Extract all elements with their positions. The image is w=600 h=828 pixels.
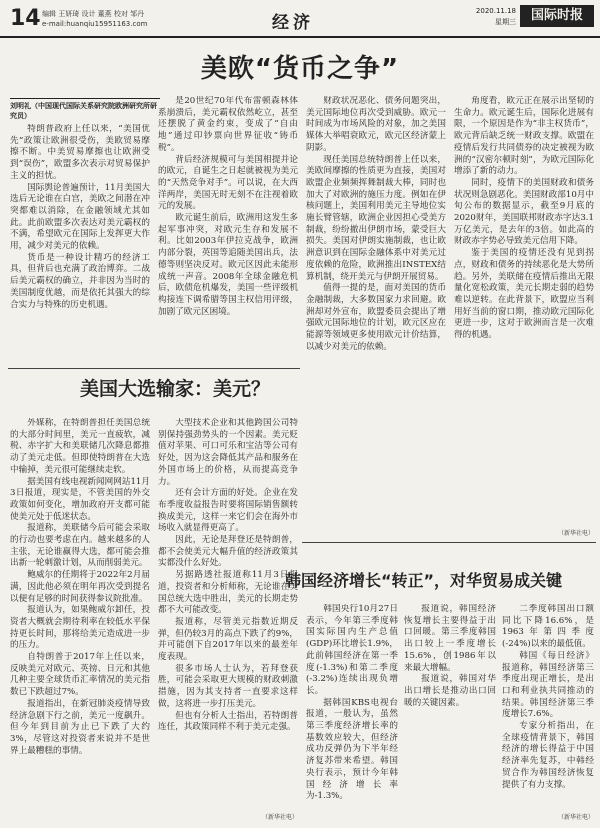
article3-column-3 <box>502 604 594 808</box>
paragraph: 报道称，美联储今后可能会采取的行动也要考虑在内。越来越多的人主张，无论谁赢得大选，都可能会推出新一轮刺激计划，从而削弱美元。 <box>10 523 150 569</box>
page-number: 14 <box>10 6 41 31</box>
article2-column-1 <box>10 418 150 820</box>
article1-headline: 美欧“货币之争” <box>200 54 400 84</box>
paragraph: 自特朗普于2017年上任以来，反映美元对欧元、英镑、日元和其他几种主要全球货币汇率情况的美元指数已下跌超过7%。 <box>10 652 150 698</box>
date-info <box>460 6 516 28</box>
newspaper-logo: 国际时报 <box>520 5 594 27</box>
paragraph: 报道称，尽管美元指数近期反弹，但仍较3月的高点下跌了约9%，并可能创下自2017年以来的最差年度表现。 <box>158 616 298 663</box>
paragraph: 报道说，韩国经济恢复增长主要得益于出口回暖。第三季度韩国出口较上一季度增长15.6%，创1986年以来最大增幅。 <box>404 604 496 673</box>
paragraph: 国际舆论普遍预计，11月美国大选后无论谁在白宫，美欧之间潜在冲突都难以消除，在金融领域尤其如此。此前欧盟多次表达对美元霸权的不满，希望欧元在国际上发挥更大作用，减少对美元的依赖。 <box>10 182 150 252</box>
article2-signature: （新华社电） <box>262 814 299 821</box>
paragraph: 鉴于美国的疫情还没有见到拐点，财政和债务的持续恶化是大势所趋。另外，美联储在疫情后推出无限量化宽松政策，美元长期走弱的趋势难以逆转。在此背景下，欧盟应当利用好当前的窗口期，推动欧元国际化更进一步，这对于欧洲而言是一次难得的机遇。 <box>454 248 594 341</box>
article1-column-2 <box>158 96 298 362</box>
paragraph: 是20世纪70年代布雷顿森林体系崩溃后，美元霸权依然屹立，甚至还摆脱了黄金约束，变成了“自由地”通过印钞票向世界征收“铸币税”。 <box>158 96 298 153</box>
email-line: e-mail:huanqiu15951163.com <box>42 20 148 28</box>
section-title: 经济 <box>272 13 314 33</box>
paragraph: 财政状况恶化、债务问题突出，美元国际地位再次受到威胁。欧元一时间成为市场风险的对象，加之美国媒体大举唱衰欧元，欧元区经济蒙上阴影。 <box>306 96 446 153</box>
paragraph: 报道指出，在新冠肺炎疫情导致经济急剧下行之前，美元一度飙升。但今年到目前为止已下跌了大约3%，尽管这对投资者来说并不是世界上最糟糕的事情。 <box>10 698 150 756</box>
paragraph: 报道认为，如果鲍威尔卸任，投资者大概就会期待利率在较低水平保持更长时间，那将给美元造成进一步的压力。 <box>10 605 150 651</box>
paragraph: 欧元诞生前后，欧洲用这发生多起军事冲突，对欧元生存和发展不利。比如2003年伊拉克战争，欧洲内部分裂，英国等追随美国出兵，法德等则坚决反对。欧元区因此未能形成统一声音。2008年全球金融危机后，欧债危机爆发，美国一些评级机构接连下调希腊等国主权信用评级，加剧了欧元区困境。 <box>158 213 298 317</box>
paragraph: 据美国有线电视新闻网网站11月3日报道，现实是，不管美国的外交政策如何变化，增加政府开支都可能使美元处于低迷状态。 <box>10 476 150 522</box>
paragraph: 现任美国总统特朗普上任以来，美欧间摩擦的性质更为直接，美国对欧盟企业频频挥舞制裁大棒，同时也加大了对欧洲的施压力度。例如在伊核问题上，美国利用美元主导地位实施长臂管辖，欧洲企业因担心受美方制裁，纷纷撤出伊朗市场，蒙受巨大损失。美国对伊朗实施制裁，也让欧洲意识到在国际金融体系中对美元过度依赖的危险，欧洲推出INSTEX结算机制，绕开美元与伊朗开展贸易。 <box>306 154 446 282</box>
paragraph: 专家分析指出，在全球疫情背景下，韩国经济的增长得益于中国经济率先复苏，中韩经贸合作为韩国经济恢复提供了有力支撑。 <box>502 721 594 790</box>
article3-signature: （新华社电） <box>558 814 595 821</box>
article3-column-2 <box>404 604 496 820</box>
article2-column-2 <box>158 418 298 808</box>
paragraph: 但也有分析人士指出，若特朗普连任，其政策同样不利于美元走强。 <box>158 710 298 733</box>
paragraph: 背后经济规模可与美国相提并论的欧元，自诞生之日起就被视为美元的“天然竞争对手”。可以说，在大西洋两岸，美国无时无刻不在注视着欧元的发展。 <box>158 154 298 212</box>
paragraph: 另据路透社报道称11月3日报道，投资者和分析师称，无论谁在美国总统大选中胜出，美元的长期走势都不大可能改变。 <box>158 570 298 616</box>
divider-rule <box>302 542 596 543</box>
article3-headline: 韩国经济增长“转正”，对华贸易成关键 <box>285 571 563 590</box>
paragraph: 同时，疫情下的美国财政和债务状况则急剧恶化。美国财政部10月中旬公布的数据显示，截至9月底的2020财年，美国联邦财政赤字达3.1万亿美元，是去年的3倍。如此高的财政赤字势必导致美元信用下降。 <box>454 177 594 247</box>
paragraph: 值得一提的是，面对美国的货币金融制裁，大多数国家力求回避。欧洲却对外宣布，欧盟委员会提出了增强欧元国际地位的计划，欧元区应在能源等领域更多使用欧元计价结算，以减少对美元的依赖。 <box>306 283 446 352</box>
paragraph: 韩国《每日经济》报道称，韩国经济第三季度出现正增长，是出口和利业执共同推动的结果。韩国经济第三季度增长7.6%。 <box>502 650 594 720</box>
paragraph: 外媒称，在特朗普担任美国总统的大部分时间里，美元一直疲软，减税、赤字扩大和美联储几次降息都推动了美元走低。但即使特朗普在大选中输掉，美元很可能继续走软。 <box>10 418 150 475</box>
editors-line: 编辑 王妍琦 设计 董燕 校对 邹丹 <box>42 10 145 18</box>
issue-date: 2020.11.18 <box>475 7 516 15</box>
article1-column-1 <box>10 124 150 362</box>
article1-column-3 <box>306 96 446 522</box>
article1-byline: 刘明礼（中国现代国际关系研究院欧洲研究所研究员） <box>10 98 160 121</box>
paragraph: 鲍威尔的任期将于2022年2月届满，因此他必须在明年再次受到提名以便有足够的时间获得参议院批准。 <box>10 570 150 604</box>
article1-signature: （新华社电） <box>558 530 595 537</box>
divider-rule <box>8 368 300 369</box>
paragraph: 还有会计方面的好处。企业在发布季度收益报告时要将国际销售额转换成美元，这样一来它们会在海外市场收入就显得更高了。 <box>158 488 298 534</box>
article3-column-1 <box>306 604 398 820</box>
article2-headline: 美国大选输家：美元？ <box>80 378 271 400</box>
paragraph: 韩国央行10月27日表示，今年第三季度韩国实际国内生产总值(GDP)环比增长1.9%，此前韩国经济在第一季度(-1.3%)和第二季度(-3.2%)连续出现负增长。 <box>306 604 398 696</box>
paragraph: 货币是一种设计精巧的经济工具，但背后也充满了政治博弈。二战后美元霸权的确立，并非因为当时的美国制度优越，而是依托其强大的综合实力与特殊的历史机遇。 <box>10 252 150 310</box>
editor-credits <box>42 9 147 29</box>
paragraph: 大型技术企业和其他跨国公司特别保持强劲势头的一个因素。美元贬值对苹果、可口可乐和宝洁等公司有好处，因为这会降低其产品和服务在外国市场上的价格，从而提高竞争力。 <box>158 418 298 487</box>
paragraph: 特朗普政府上任以来，“美国优先”政策让欧洲很受伤，美欧贸易摩擦不断。中美贸易摩擦也让欧洲受到“误伤”，欧盟多次表示对贸易保护主义的担忧。 <box>10 124 150 181</box>
paragraph: 据韩国KBS电视台报道，一般认为，虽然第三季度经济增长率的基数效应较大，但经济成功反弹仍为下半年经济复苏带来希望。韩国央行表示，预计今年韩国经济增长率为-1.3%。 <box>306 697 398 802</box>
paragraph: 因此，无论是拜登还是特朗普，都不会使美元大幅升值的经济政策其实都没什么好处。 <box>158 535 298 569</box>
paragraph: 很多市场人士认为，若拜登获胜，可能会采取更大规模的财政刺激措施，因为其支持者一直要求这样做，这将进一步打压美元。 <box>158 663 298 709</box>
paragraph: 报道说，韩国对华出口增长是推动出口回暖的关键因素。 <box>404 674 496 708</box>
article1-column-4 <box>454 96 594 522</box>
issue-weekday: 星期三 <box>495 18 516 26</box>
paragraph: 二季度韩国出口额同比下降16.6%，是1963年第四季度(-24%)以来的最低值。 <box>502 604 594 650</box>
paragraph: 角度看，欧元正在展示出坚韧的生命力。欧元诞生后，国际化进展有限，一个原因是作为“非主权货币”，欧元背后缺乏统一财政支撑。欧盟在疫情后发行共同债券的决定被视为欧洲的“汉密尔顿时刻”，为欧元国际化增添了新的动力。 <box>454 96 594 177</box>
masthead <box>0 0 600 38</box>
